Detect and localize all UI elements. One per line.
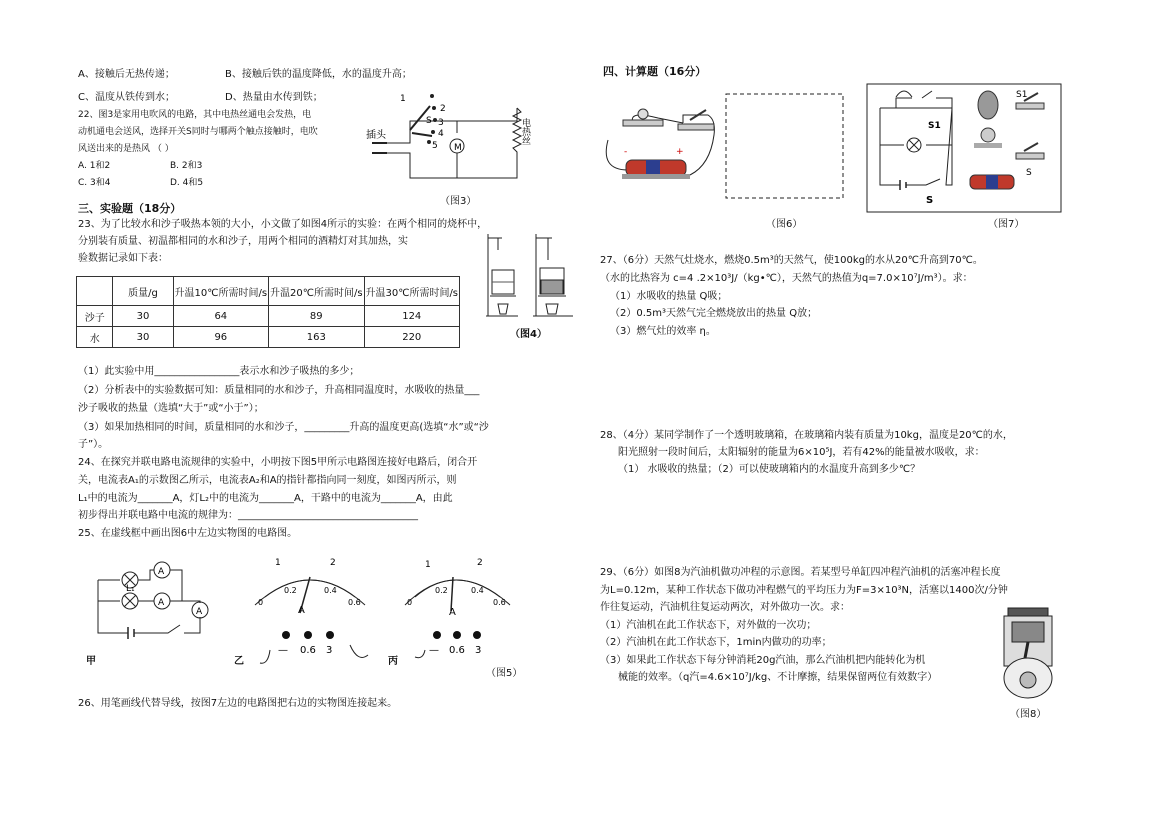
q22-option-d: D、热量由水传到铁； <box>225 92 323 103</box>
q23-data-table <box>76 276 460 348</box>
q23-sub3-line1: （3）如果加热相同的时间，质量相同的水和沙子，_________升高的温度更高(选填“水”或“沙 <box>78 422 489 433</box>
table-cell: 163 <box>269 327 364 348</box>
table-cell: 220 <box>364 327 459 348</box>
fig5-label-l1: L₁ <box>126 584 135 594</box>
fig3-plug-label: 插头 <box>366 130 386 141</box>
svg-text:+: + <box>676 147 684 157</box>
figure-7-circuit <box>866 83 1062 213</box>
fig5-yi-tick: 2 <box>330 558 336 568</box>
q29-line2: 为L=0.12m，某种工作状态下做功冲程燃气的平均压力为F=3×10³N，活塞以1400次/分钟 <box>600 585 1008 596</box>
q27-line2: （水的比热容为 c=4 .2×10³J/（kg•℃），天然气的热值为q=7.0×10⁷J/m³）。求： <box>600 273 973 284</box>
q28-line2: 阳光照射一段时间后，太阳辐射的能量为6×10⁵J，若有42%的能量被水吸收，求： <box>618 447 985 458</box>
fig7-label-s-diagram: S <box>926 195 934 206</box>
fig5-yi-terminal-3: 3 <box>326 645 333 656</box>
fig5-bing-tick: 0.4 <box>471 586 484 595</box>
q23-stem-line3: 验数据记录如下表： <box>78 253 168 264</box>
q29-line6: （3）如果此工作状态下每分钟消耗20g汽油，那么汽油机把内能转化为机 <box>600 655 926 666</box>
q26-stem: 26、用笔画线代替导线，按图7左边的电路图把右边的实物图连接起来。 <box>78 698 398 709</box>
fig5-bing-terminal-06: 0.6 <box>449 645 465 656</box>
q23-stem-line2: 分别装有质量、初温都相同的水和沙子，用两个相同的酒精灯对其加热，实 <box>78 236 408 247</box>
fig5-bing-tick: 0 <box>407 598 413 607</box>
fig7-caption: （图7） <box>988 219 1025 230</box>
table-cell: 96 <box>173 327 268 348</box>
q24-line4: 初步得出并联电路中电流的规律为：____________________________________ <box>78 510 418 521</box>
table-row <box>77 327 460 348</box>
q22-stem-line3: 风送出来的是热风 （ ） <box>78 144 174 154</box>
fig7-label-s1-physical: S1 <box>1016 90 1028 100</box>
fig3-label-3: 3 <box>438 118 444 128</box>
figure-5-jia-circuit <box>90 555 220 645</box>
q22-choice-c: C. 3和4 <box>78 178 111 188</box>
table-cell: 64 <box>173 306 268 327</box>
q29-line3: 作往复运动，汽油机往复运动两次，对外做功一次。求： <box>600 602 850 613</box>
fig5-yi-unit: A <box>298 605 305 616</box>
fig5-yi-tick: 0 <box>258 598 264 607</box>
fig5-label-jia: 甲 <box>86 656 96 667</box>
table-header-cell: 质量/g <box>113 277 173 306</box>
q29-line4: （1）汽油机在此工作状态下，对外做的一次功； <box>600 620 817 631</box>
q22-option-a: A、接触后无热传递； <box>78 69 175 80</box>
fig3-label-s: S <box>426 116 432 126</box>
fig5-label-bing: 丙 <box>388 656 398 667</box>
fig5-bing-tick: 0.6 <box>493 598 506 607</box>
q22-choice-b: B. 2和3 <box>170 161 203 171</box>
fig3-label-4: 4 <box>438 129 444 139</box>
fig5-yi-terminal-neg: — <box>278 645 288 656</box>
fig5-ammeter-main: A <box>196 607 203 617</box>
fig3-label-5: 5 <box>432 141 438 151</box>
q22-option-c: C、温度从铁传到水； <box>78 92 175 103</box>
fig5-label-yi: 乙 <box>234 656 244 667</box>
q22-option-b: B、接触后铁的温度降低，水的温度升高； <box>225 69 412 80</box>
fig5-bing-terminal-neg: — <box>429 645 439 656</box>
fig5-ammeter-a2: A <box>158 598 165 608</box>
fig3-heater-label: 电热丝 <box>520 118 530 145</box>
section-4-title: 四、计算题（16分） <box>603 65 707 78</box>
table-header-cell: 升温20℃所需时间/s <box>269 277 364 306</box>
fig5-bing-tick: 1 <box>425 560 431 570</box>
q22-stem-line2: 动机通电会送风，选择开关S同时与哪两个触点接触时，电吹 <box>78 127 318 137</box>
fig5-yi-terminal-06: 0.6 <box>300 645 316 656</box>
q24-line3: L₁中的电流为_______A，灯L₂中的电流为_______A，干路中的电流为_______A，由此 <box>78 493 453 504</box>
table-cell: 30 <box>113 306 173 327</box>
q29-line1: 29、（6分）如图8为汽油机做功冲程的示意图。若某型号单缸四冲程汽油机的活塞冲程长度 <box>600 567 1001 578</box>
table-cell: 124 <box>364 306 459 327</box>
q24-line2: 关，电流表A₁的示数图乙所示，电流表A₂和A的指针都指向同一刻度，如图丙所示，则 <box>78 475 457 486</box>
fig6-caption: （图6） <box>766 219 803 230</box>
q29-line5: （2）汽油机在此工作状态下，1min内做功的功率； <box>600 637 832 648</box>
figure-6-physical-circuit <box>598 90 848 202</box>
q23-sub2-line1: （2）分析表中的实验数据可知：质量相同的水和沙子，升高相同温度时，水吸收的热量___ <box>78 385 480 396</box>
table-cell: 30 <box>113 327 173 348</box>
fig5-yi-tick: 0.2 <box>284 586 297 595</box>
section-3-title: 三、实验题（18分） <box>78 202 182 215</box>
fig7-label-s1-diagram: S1 <box>928 121 941 131</box>
table-cell: 水 <box>77 327 113 348</box>
fig5-yi-tick: 1 <box>275 558 281 568</box>
figure-3-hairdryer-circuit <box>362 88 542 206</box>
fig3-motor-label: M <box>454 143 462 153</box>
fig5-bing-tick: 2 <box>477 558 483 568</box>
q27-line5: （3）燃气灶的效率 η。 <box>610 326 716 337</box>
fig5-yi-tick: 0.4 <box>324 586 337 595</box>
fig5-bing-terminal-3: 3 <box>475 645 482 656</box>
fig4-caption: （图4） <box>510 329 547 340</box>
q23-sub2-line2: 沙子吸收的热量（选填“大于”或“小于”）； <box>78 403 264 414</box>
fig5-caption: （图5） <box>486 668 523 679</box>
fig8-caption: （图8） <box>1010 709 1047 720</box>
q23-sub3-line2: 子”）。 <box>78 439 109 450</box>
table-header-cell: 升温10℃所需时间/s <box>173 277 268 306</box>
fig5-bing-unit: A <box>449 607 456 618</box>
q28-line3: （1） 水吸收的热量；（2）可以使玻璃箱内的水温度升高到多少℃？ <box>618 464 921 475</box>
fig3-caption: （图3） <box>440 196 477 207</box>
q22-stem-line1: 22、图3是家用电吹风的电路，其中电热丝通电会发热，电 <box>78 110 312 120</box>
q28-line1: 28、（4分）某同学制作了一个透明玻璃箱，在玻璃箱内装有质量为10kg，温度是20℃的水， <box>600 430 1013 441</box>
fig7-label-s-physical: S <box>1026 168 1032 178</box>
figure-8-engine <box>996 606 1060 701</box>
q27-line3: （1）水吸收的热量 Q吸； <box>610 291 728 302</box>
q22-choice-d: D. 4和5 <box>170 178 204 188</box>
q29-line7: 械能的效率。（q汽=4.6×10⁷J/kg、不计摩擦，结果保留两位有效数字） <box>618 672 938 683</box>
fig5-yi-tick: 0.6 <box>348 598 361 607</box>
q23-stem-line1: 23、为了比较水和沙子吸热本领的大小，小文做了如图4所示的实验：在两个相同的烧杯中， <box>78 219 488 230</box>
fig5-bing-tick: 0.2 <box>435 586 448 595</box>
q24-line1: 24、在探究并联电路电流规律的实验中，小明按下图5甲所示电路图连接好电路后，闭合开 <box>78 457 478 468</box>
fig3-label-1: 1 <box>400 94 406 104</box>
table-header-cell: 升温30℃所需时间/s <box>364 277 459 306</box>
fig3-label-2: 2 <box>440 104 446 114</box>
q23-sub1: （1）此实验中用_________________表示水和沙子吸热的多少； <box>78 366 360 377</box>
fig5-ammeter-a1: A <box>158 567 165 577</box>
svg-text:-: - <box>624 147 628 157</box>
table-cell: 89 <box>269 306 364 327</box>
table-row <box>77 306 460 327</box>
table-cell: 沙子 <box>77 306 113 327</box>
q25-stem: 25、在虚线框中画出图6中左边实物图的电路图。 <box>78 528 298 539</box>
table-header-cell <box>77 277 113 306</box>
q27-line1: 27、（6分）天然气灶烧水，燃烧0.5m³的天然气，使100kg的水从20℃升高到70℃。 <box>600 255 983 266</box>
figure-4-heating-setup <box>478 230 578 320</box>
figure-5-bing-ammeter <box>395 555 525 660</box>
q22-choice-a: A. 1和2 <box>78 161 111 171</box>
figure-5-yi-ammeter <box>240 555 380 670</box>
q27-line4: （2）0.5m³天然气完全燃烧放出的热量 Q放； <box>610 308 818 319</box>
